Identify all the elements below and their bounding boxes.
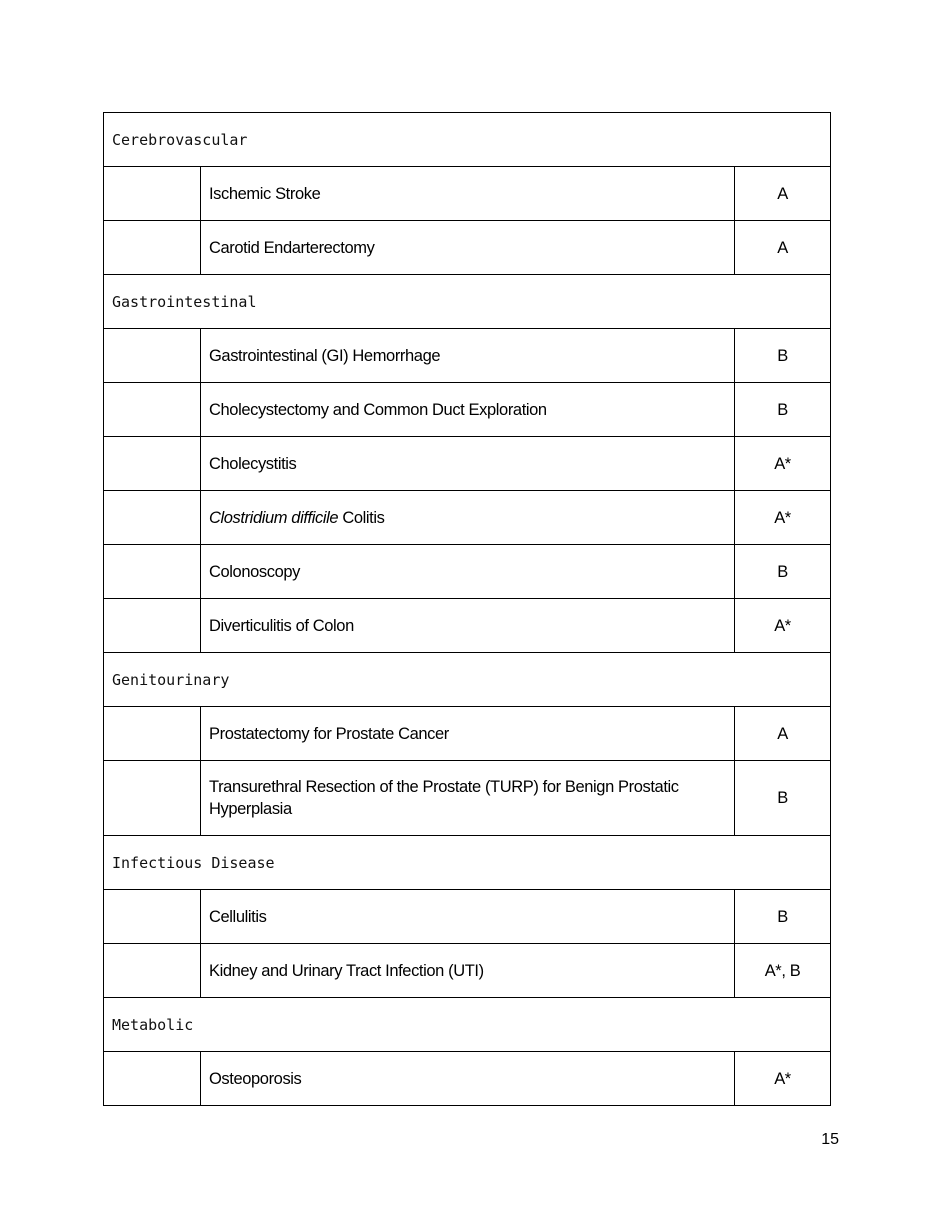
blank-cell [104, 383, 201, 437]
blank-cell [104, 545, 201, 599]
condition-cell: Prostatectomy for Prostate Cancer [201, 707, 735, 761]
condition-cell: Ischemic Stroke [201, 167, 735, 221]
table-row [104, 707, 831, 761]
table-row [104, 545, 831, 599]
category-label: Infectious Disease [104, 836, 831, 890]
blank-cell [104, 890, 201, 944]
blank-cell [104, 491, 201, 545]
grade-cell: B [735, 383, 831, 437]
condition-cell: Colonoscopy [201, 545, 735, 599]
grade-cell: A [735, 221, 831, 275]
grade-cell: B [735, 329, 831, 383]
blank-cell [104, 761, 201, 836]
condition-cell: Transurethral Resection of the Prostate (TURP) for Benign Prostatic Hyperplasia [201, 761, 735, 836]
table-row [104, 437, 831, 491]
condition-cell: Cholecystectomy and Common Duct Exploration [201, 383, 735, 437]
grade-cell: B [735, 890, 831, 944]
blank-cell [104, 167, 201, 221]
grade-cell: A* [735, 491, 831, 545]
page-number: 15 [821, 1131, 839, 1148]
table-row [104, 761, 831, 836]
category-row [104, 275, 831, 329]
guideline-table [103, 112, 831, 1106]
table-row [104, 599, 831, 653]
category-row [104, 653, 831, 707]
table-row [104, 167, 831, 221]
category-label: Cerebrovascular [104, 113, 831, 167]
category-label: Gastrointestinal [104, 275, 831, 329]
condition-cell: Gastrointestinal (GI) Hemorrhage [201, 329, 735, 383]
grade-cell: A*, B [735, 944, 831, 998]
grade-cell: B [735, 761, 831, 836]
category-row [104, 113, 831, 167]
grade-cell: B [735, 545, 831, 599]
table-row [104, 890, 831, 944]
blank-cell [104, 944, 201, 998]
table-row [104, 383, 831, 437]
table-row [104, 329, 831, 383]
condition-cell [201, 491, 735, 545]
grade-cell: A* [735, 599, 831, 653]
category-label: Genitourinary [104, 653, 831, 707]
condition-cell: Carotid Endarterectomy [201, 221, 735, 275]
category-label: Metabolic [104, 998, 831, 1052]
condition-cell: Cellulitis [201, 890, 735, 944]
table-row [104, 1052, 831, 1106]
condition-text: Colitis [338, 508, 385, 527]
grade-cell: A* [735, 1052, 831, 1106]
category-row [104, 836, 831, 890]
condition-cell: Kidney and Urinary Tract Infection (UTI) [201, 944, 735, 998]
condition-cell: Osteoporosis [201, 1052, 735, 1106]
condition-cell: Cholecystitis [201, 437, 735, 491]
grade-cell: A [735, 707, 831, 761]
category-row [104, 998, 831, 1052]
blank-cell [104, 221, 201, 275]
blank-cell [104, 707, 201, 761]
condition-italic-text: Clostridium difficile [209, 508, 339, 527]
grade-cell: A [735, 167, 831, 221]
blank-cell [104, 599, 201, 653]
table-row [104, 491, 831, 545]
blank-cell [104, 1052, 201, 1106]
table-row [104, 944, 831, 998]
blank-cell [104, 437, 201, 491]
condition-cell: Diverticulitis of Colon [201, 599, 735, 653]
grade-cell: A* [735, 437, 831, 491]
table-row [104, 221, 831, 275]
blank-cell [104, 329, 201, 383]
